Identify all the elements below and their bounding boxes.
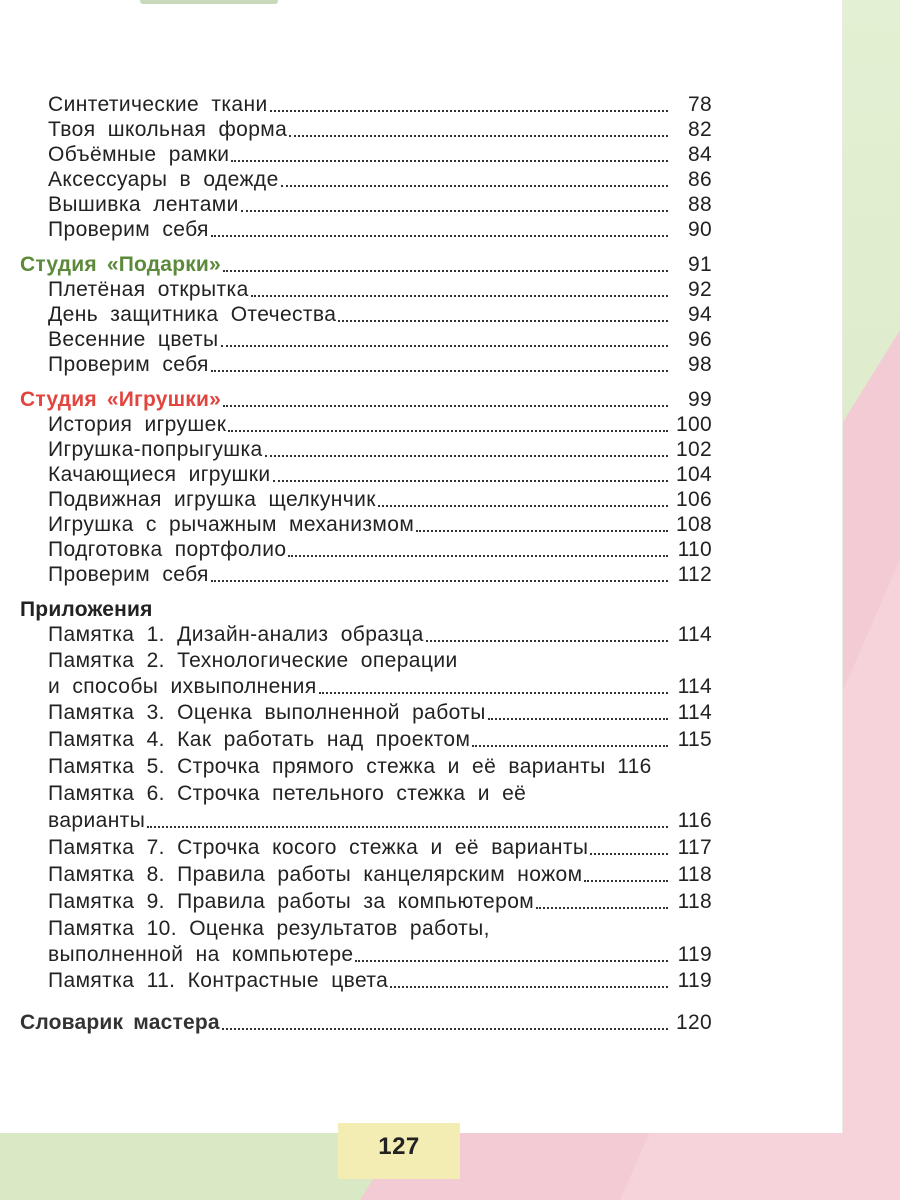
toc-entry-page: 114 [677,623,712,646]
dot-leader [223,270,668,272]
dot-leader [416,530,668,532]
toc-entry-page: 102 [676,438,712,461]
toc-entry-title: Вышивка лентами [48,193,239,216]
toc-entry[interactable] [48,142,712,168]
toc-entry-title: Памятка 5. Строчка прямого стежка и её варианты [48,755,606,778]
toc-entry-page: 116 [617,755,652,778]
dot-leader [536,907,668,909]
toc-entry-title: История игрушек [48,413,227,436]
toc-entry-title: Проверим себя [48,218,209,241]
toc-entry-title: Качающиеся игрушки [48,463,271,486]
dot-leader [390,986,668,988]
toc-entry-title: Памятка 9. Правила работы за компьютером [48,890,535,913]
toc-entry-page: 104 [676,463,712,486]
toc-entry[interactable] [48,942,712,968]
toc-entry-title: Памятка 7. Строчка косого стежка и её варианты [48,836,589,859]
dot-leader [590,853,668,855]
toc-entry[interactable] [48,487,712,513]
toc-entry-page: 114 [677,675,712,698]
dot-leader [211,580,668,582]
toc-entry-page: 119 [677,969,712,992]
dot-leader [265,455,668,457]
toc-entry-title: Игрушка с рычажным механизмом [48,513,415,536]
toc-entry-title: Синтетические ткани [48,93,268,116]
toc-entry-title: Проверим себя [48,563,209,586]
section-heading-page: 91 [688,253,712,276]
dot-leader [378,505,668,507]
toc-entry-page: 92 [688,278,712,301]
toc-entry-title: День защитника Отечества [48,303,337,326]
toc-entry[interactable] [48,412,712,438]
dot-leader [223,405,668,407]
section-heading-title: Словарик мастера [20,1011,220,1034]
toc-entry-page: 78 [688,93,712,116]
toc-entry-title: Твоя школьная форма [48,118,288,141]
toc-entry[interactable] [48,327,712,353]
toc-entry[interactable] [48,674,712,700]
toc-entry[interactable] [48,462,712,488]
dot-leader [355,960,668,962]
dot-leader [228,430,668,432]
toc-entry-title: Памятка 1. Дизайн-анализ образца [48,623,424,646]
toc-entry-title-line2: и способы ихвыполнения [48,675,317,698]
toc-entry-title: Памятка 3. Оценка выполненной работы [48,701,486,724]
toc-entry-title: Подготовка портфолио [48,538,287,561]
toc-entry[interactable] [48,537,712,563]
toc-entry-page: 82 [688,118,712,141]
dot-leader [147,826,668,828]
toc-entry-title: Подвижная игрушка щелкунчик [48,488,376,511]
dot-leader [211,235,668,237]
toc-entry-page: 108 [676,513,712,536]
toc-section-heading[interactable] [20,387,712,413]
toc-section-heading[interactable] [20,252,712,278]
toc-entry[interactable] [48,622,712,648]
appendix-heading: Приложения [20,598,153,621]
toc-entry-title: Объёмные рамки [48,143,230,166]
toc-entry-page: 94 [688,303,712,326]
section-heading-title: Студия «Подарки» [20,253,221,276]
toc-entry[interactable] [48,352,712,378]
toc-entry[interactable] [48,727,712,753]
toc-entry-page: 112 [677,563,712,586]
toc-entry-page: 86 [688,168,712,191]
dot-leader [281,185,668,187]
dot-leader [231,160,668,162]
toc-entry[interactable] [48,700,712,726]
toc-entry[interactable] [48,277,712,303]
toc-entry[interactable] [48,302,712,328]
toc-entry[interactable] [48,835,712,861]
toc-entry-title-line1: Памятка 10. Оценка результатов работы, [48,917,490,940]
toc-entry-title-line1: Памятка 2. Технологические операции [48,649,458,672]
toc-entry-title: Весенние цветы [48,328,219,351]
toc-entry-page: 84 [688,143,712,166]
toc-entry-title-line2: выполненной на компьютере [48,943,354,966]
dot-leader [488,718,668,720]
toc-entry-title: Аксессуары в одежде [48,168,279,191]
dot-leader [241,210,668,212]
toc-entry[interactable] [48,889,712,915]
dot-leader [288,555,668,557]
toc-entry-page: 100 [676,413,712,436]
toc-entry[interactable] [48,562,712,588]
toc-entry-page: 88 [688,193,712,216]
toc-entry[interactable] [48,754,712,780]
toc-entry-page: 119 [677,943,712,966]
toc-entry-page: 110 [677,538,712,561]
toc-entry[interactable] [48,968,712,994]
toc-section-heading[interactable] [20,1010,712,1036]
dot-leader [270,110,668,112]
toc-entry-page: 116 [677,809,712,832]
toc-entry[interactable] [48,217,712,243]
toc-entry-title: Памятка 11. Контрастные цвета [48,969,389,992]
toc-entry-title-line2: варианты [48,809,146,832]
dot-leader [289,135,668,137]
toc-entry[interactable] [48,117,712,143]
dot-leader [319,692,668,694]
toc-entry-title: Плетёная открытка [48,278,249,301]
toc-entry-page: 114 [677,701,712,724]
toc-entry-page: 118 [677,863,712,886]
toc-entry[interactable] [48,808,712,834]
toc-entry-title: Игрушка-попрыгушка [48,438,263,461]
toc-entry-title: Памятка 4. Как работать над проектом [48,728,471,751]
dot-leader [338,320,668,322]
dot-leader [221,345,668,347]
toc-entry-page: 90 [688,218,712,241]
dot-leader [211,370,668,372]
dot-leader [222,1028,668,1030]
section-heading-page: 120 [676,1011,712,1034]
dot-leader [273,480,668,482]
dot-leader [426,640,668,642]
toc-entry[interactable] [48,437,712,463]
toc-entry-page: 118 [677,890,712,913]
toc-entry-page: 115 [677,728,712,751]
toc-entry[interactable] [48,512,712,538]
toc-entry-title: Проверим себя [48,353,209,376]
dot-leader [472,745,668,747]
toc-entry[interactable] [48,167,712,193]
section-heading-page: 99 [688,388,712,411]
toc-entry-page: 106 [676,488,712,511]
page-number: 127 [378,1133,420,1160]
toc-entry[interactable] [48,862,712,888]
toc-entry-page: 98 [688,353,712,376]
dot-leader [584,880,668,882]
toc-entry-title: Памятка 8. Правила работы канцелярским ножом [48,863,583,886]
section-heading-title: Студия «Игрушки» [20,388,222,411]
toc-entry-page: 96 [688,328,712,351]
toc-entry[interactable] [48,192,712,218]
dot-leader [251,295,668,297]
toc-entry-page: 117 [677,836,712,859]
toc-entry[interactable] [48,92,712,118]
toc-entry-title-line1: Памятка 6. Строчка петельного стежка и её [48,782,527,805]
